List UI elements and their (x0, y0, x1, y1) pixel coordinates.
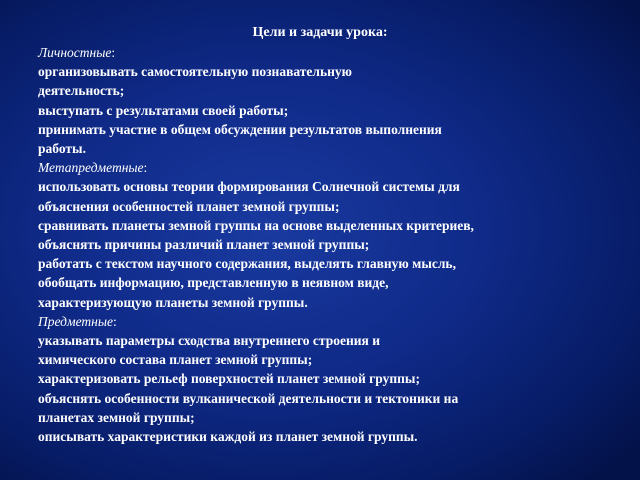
goal-line: объяснения особенностей планет земной группы; (38, 198, 340, 214)
goal-line: объяснять особенности вулканической деятельности и тектоники на (38, 390, 459, 406)
heading-colon: : (113, 313, 117, 329)
goal-line: работать с текстом научного содержания, выделять главную мысль, (38, 256, 456, 272)
goal-line: химического состава планет земной группы; (38, 352, 313, 368)
goal-line: характеризовать рельеф поверхностей планет земной группы; (38, 371, 420, 387)
goal-line: планетах земной группы; (38, 409, 195, 425)
section-heading-text: Метапредметные (38, 160, 144, 176)
section-heading (38, 43, 598, 62)
goal-line: принимать участие в общем обсуждении результатов выполнения (38, 121, 442, 137)
goal-line: использовать основы теории формирования Солнечной системы для (38, 179, 460, 195)
slide-content (38, 43, 598, 446)
goal-line: сравнивать планеты земной группы на основе выделенных критериев, (38, 217, 474, 233)
goal-line: описывать характеристики каждой из планет земной группы. (38, 429, 418, 445)
goal-line: выступать с результатами своей работы; (38, 102, 289, 118)
goal-line: объяснять причины различий планет земной группы; (38, 237, 370, 253)
slide-title: Цели и задачи урока: (252, 25, 388, 40)
goal-line: работы. (38, 141, 86, 157)
section-personal (38, 43, 598, 158)
section-subject (38, 312, 598, 446)
heading-colon: : (143, 160, 148, 176)
section-metasubject (38, 158, 598, 312)
goal-line: характеризующую планеты земной группы. (38, 294, 308, 310)
section-heading (38, 158, 598, 177)
section-heading-text: Личностные (38, 45, 112, 60)
section-heading-text: Предметные (38, 313, 113, 329)
goal-line: деятельность; (38, 83, 125, 99)
heading-colon: : (111, 45, 116, 60)
goal-line: организовывать самостоятельную познавательную (38, 64, 352, 80)
goal-line: обобщать информацию, представленную в неявном виде, (38, 275, 389, 291)
goal-line: указывать параметры сходства внутреннего строения и (38, 333, 380, 349)
section-heading (38, 312, 598, 331)
